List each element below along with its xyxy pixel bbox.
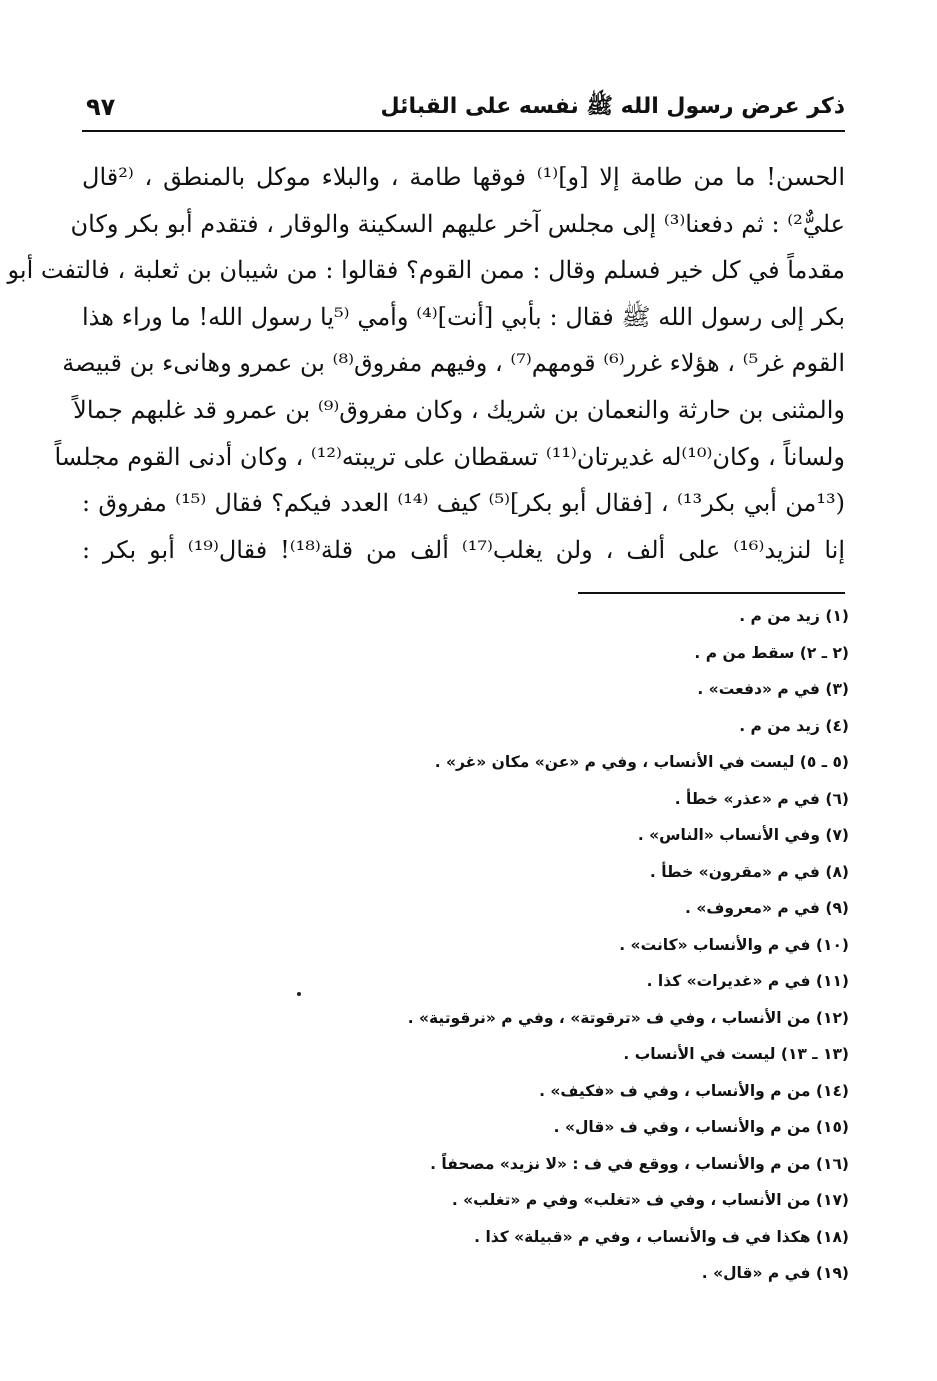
footnote-item: (١٦) من م والأنساب ، ووقع في ف : «لا نزيد» مصحفاً .	[430, 1154, 849, 1173]
text-line: عليٌّ²⁾ : ثم دفعنا⁽³⁾ إلى مجلس آخر عليهم السكينة والوقار ، فتقدم أبو بكر وكان	[70, 209, 845, 238]
footnote-item: (١٧) من الأنساب ، وفي ف «تغلب» وفي م «تغلب» .	[451, 1191, 849, 1209]
footnote-item: (٨) في م «مقرون» خطأ .	[649, 862, 849, 881]
text-line: (¹³من أبي بكر¹³⁾ ، [فقال أبو بكر]⁽⁵⁾ كيف ⁽¹⁴⁾ العدد فيكم؟ فقال ⁽¹⁵⁾ مفروق :	[82, 489, 846, 518]
text-line: ولساناً ، وكان⁽¹⁰⁾له غديرتان⁽¹¹⁾ تسقطان على تريبته⁽¹²⁾ ، وكان أدنى القوم مجلساً	[54, 442, 845, 471]
footnote-item: (٥ ـ ٥) ليست في الأنساب ، وفي م «عن» مكان «غر» .	[434, 753, 849, 771]
print-speck	[297, 992, 301, 996]
footnote-item: (٤) زيد من م .	[739, 716, 849, 735]
footnote-item: (١٠) في م والأنساب «كانت» .	[619, 935, 849, 954]
main-text	[7, 154, 846, 573]
footnote-item: (٧) وفي الأنساب «الناس» .	[637, 826, 849, 844]
footnote-item: (١٤) من م والأنساب ، وفي ف «فكيف» .	[539, 1081, 849, 1100]
text-line: القوم غر⁵⁾ ، هؤلاء غرر⁽⁶⁾ قومهم⁽⁷⁾ ، وفيهم مفروق⁽⁸⁾ بن عمرو وهانىء بن قبيصة	[62, 349, 845, 378]
running-title: ذكر عرض رسول الله ﷺ نفسه على القبائل	[380, 94, 845, 119]
text-line: الحسن! ما من طامة إلا [و]⁽¹⁾ فوقها طامة ، والبلاء موكل بالمنطق ، ⁽²قال	[82, 163, 846, 191]
footnote-item: (١٣ ـ ١٣) ليست في الأنساب .	[623, 1045, 849, 1063]
text-line: إنا لنزيد⁽¹⁶⁾ على ألف ، ولن يغلب⁽¹⁷⁾ ألف من قلة⁽¹⁸⁾! فقال⁽¹⁹⁾ أبو بكر :	[82, 535, 845, 564]
footnote-item: (٩) في م «معروف» .	[685, 899, 849, 917]
header-rule	[82, 130, 845, 132]
footnote-item: (١) زيد من م .	[739, 607, 849, 625]
page-number: ٩٧	[86, 93, 116, 121]
footnote-item: (٦) في م «عذر» خطأ .	[674, 789, 849, 808]
footnote-item: (١١) في م «غديرات» كذا .	[646, 972, 849, 990]
footnote-separator	[578, 592, 845, 594]
footnote-item: (٣) في م «دفعت» .	[697, 680, 849, 698]
text-line: والمثنى بن حارثة والنعمان بن شريك ، وكان مفروق⁽⁹⁾ بن عمرو قد غلبهم جمالاً	[73, 395, 845, 424]
text-line: مقدماً في كل خير فسلم وقال : ممن القوم؟ فقالوا : من شيبان بن ثعلبة ، فالتفت أبو	[7, 256, 845, 285]
text-line: بكر إلى رسول الله ﷺ فقال : بأبي [أنت]⁽⁴⁾ وأمي ⁽⁵يا رسول الله! ما وراء هذا	[82, 302, 846, 331]
footnote-item: (١٩) في م «قال» .	[701, 1264, 849, 1282]
footnote-item: (١٢) من الأنساب ، وفي ف «ترقوتة» ، وفي م «نرقوتية» .	[407, 1008, 849, 1027]
page-header	[82, 84, 845, 134]
footnote-item: (٢ ـ ٢) سقط من م .	[694, 643, 849, 662]
footnotes-list	[300, 598, 849, 1292]
footnote-item: (١٥) من م والأنساب ، وفي ف «قال» .	[553, 1118, 849, 1136]
footnote-item: (١٨) هكذا في ف والأنساب ، وفي م «قبيلة» كذا .	[474, 1227, 849, 1246]
